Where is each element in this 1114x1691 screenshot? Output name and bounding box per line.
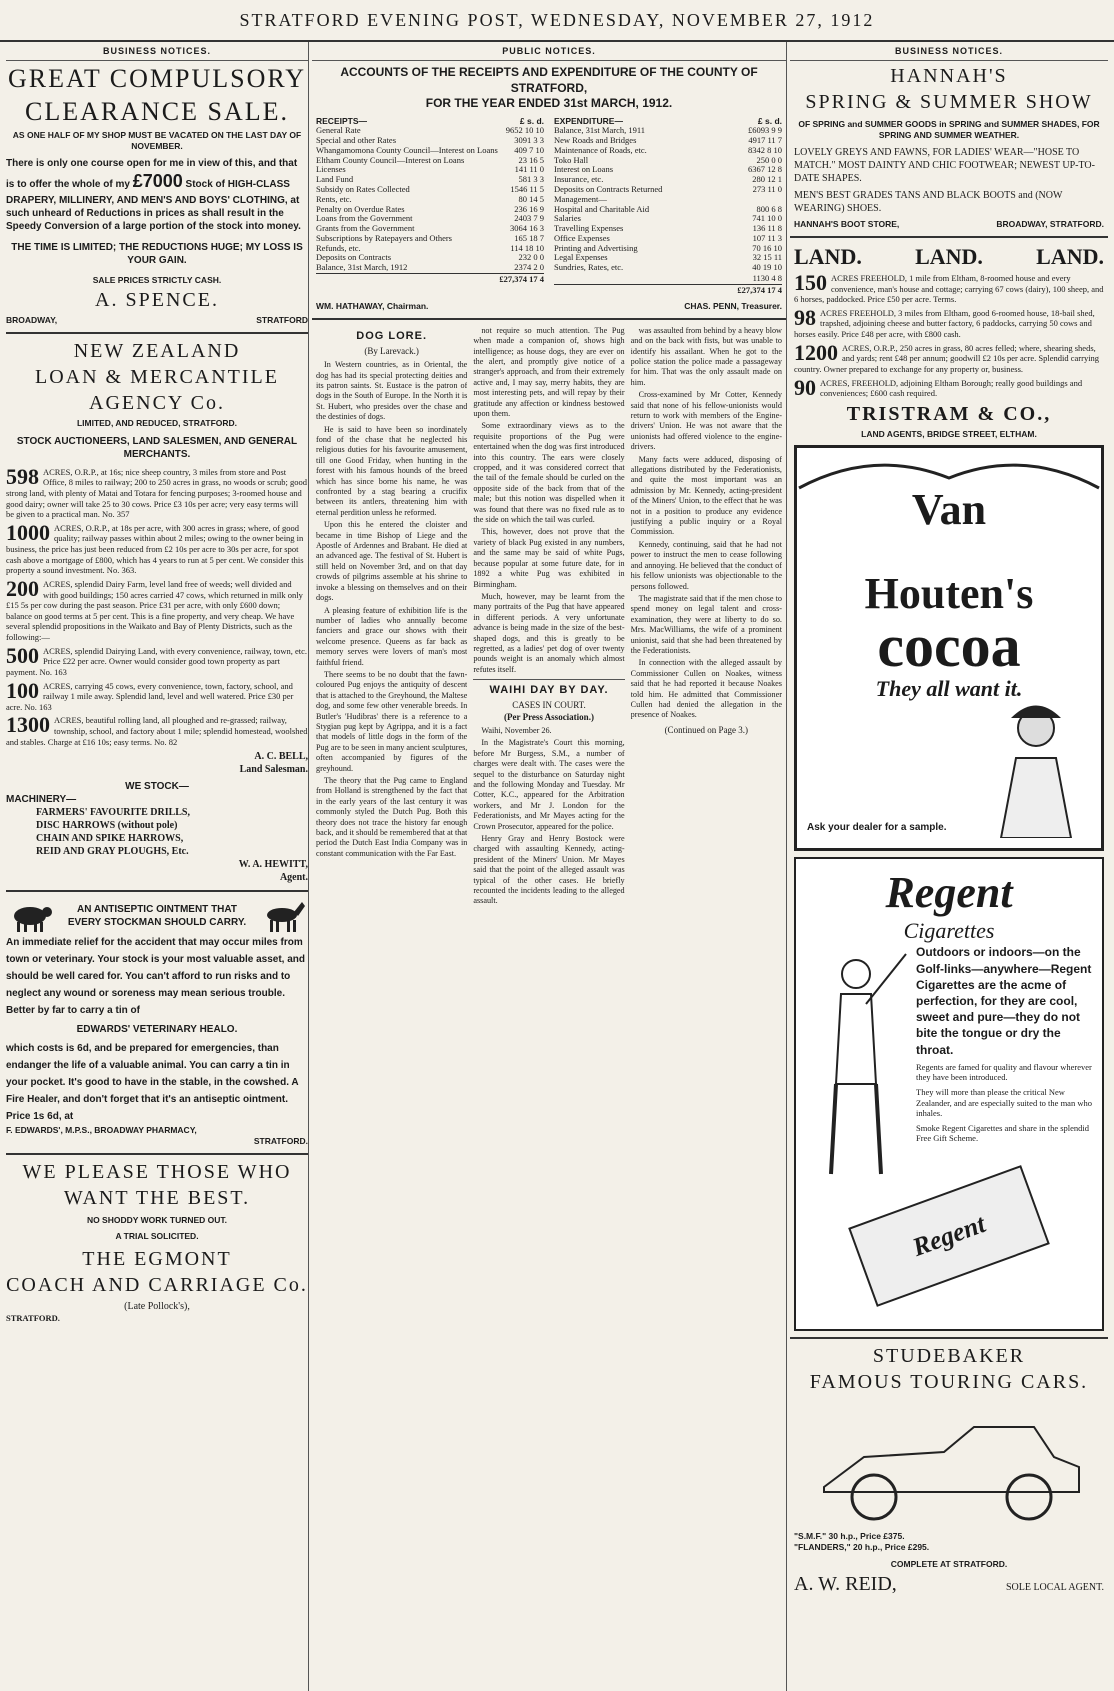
golfer-illustration-icon	[796, 944, 916, 1184]
account-value: 23 16 5	[518, 154, 544, 165]
ad-title: CLEARANCE SALE.	[25, 96, 289, 126]
article-source: (Per Press Association.)	[504, 711, 594, 722]
account-item: Deposits on Contracts Returned	[554, 184, 663, 194]
ad-body: An immediate relief for the accident that may occur miles from town or veterinary. Your stock is your most valuable asset, and should be well cared for. You can't afford to run risks and to neglect any wound or soreness may mean serious trouble. Better by far to carry a tin of	[6, 937, 305, 1017]
column-public-notices	[312, 42, 787, 1691]
management-total: 1130 4 8	[752, 272, 782, 283]
account-item: Travelling Expenses	[554, 223, 624, 234]
ad-name: HANNAH'S	[890, 65, 1008, 87]
ointment-ad	[6, 898, 308, 1146]
article-paragraph: The theory that the Pug came to England from Holland is strengthened by the fact that in the early years of the last century it was commonly styled the Dutch Pug. Both this theory does not trace the history far enough back, and it should be remembered that at that period the Dutch East India Company was in constant communication with the Far East.	[316, 776, 468, 858]
article-paragraph: This, however, does not prove that the variety of black Pug existed in any numbers, and the same may be said of white Pugs, because popular at some future date, for in 1892 a white Pug was exhibited in Birmingham.	[473, 527, 625, 589]
article-subtitle: CASES IN COURT.	[512, 700, 586, 711]
account-value: 2374 2 0	[514, 262, 544, 273]
car-model: "S.M.F." 30 h.p., Price £375.	[794, 1531, 905, 1542]
ad-town: STRATFORD.	[6, 1312, 60, 1323]
ad-product: EDWARDS' VETERINARY HEALO.	[76, 1024, 238, 1036]
ad-title: AGENCY Co.	[89, 392, 225, 415]
account-item: Special and other Rates	[316, 135, 397, 146]
expenditure	[554, 116, 782, 295]
land-item: 500 ACRES, splendid Dairying Land, with every convenience, railway, town, etc. Price £22 per acre. Owner would consider good town property as part payment. No. 163	[6, 645, 308, 677]
expenditure-total: £27,374 17 4	[554, 284, 782, 296]
ad-title: STUDEBAKER	[872, 1345, 1026, 1368]
account-item: Interest on Loans	[554, 164, 614, 175]
account-item: Toko Hall	[554, 154, 589, 165]
account-item: Grants from the Government	[316, 223, 415, 234]
regent-text: They will more than please the critical New Zealander, and are especially suited to the man who inhales.	[916, 1086, 1092, 1119]
article-paragraph: In Western countries, as in Oriental, the dog has had its special protecting deities and its patron saints. St. Eustace is the patron of dogs in the South of Europe. In the North it is St. Hubert, who presides over the chase and the destinies of dogs.	[316, 360, 468, 422]
ad-line: OF SPRING and SUMMER GOODS in SPRING and SUMMER SHADES, FOR SPRING AND SUMMER WEATHER.	[798, 119, 1100, 140]
treasurer: CHAS. PENN, Treasurer.	[684, 301, 782, 312]
machinery-item: REID AND GRAY PLOUGHS, Etc.	[36, 846, 189, 858]
account-value: 141 11 0	[514, 164, 544, 175]
ad-name: A. SPENCE.	[95, 289, 219, 312]
receipts-label: RECEIPTS—	[316, 115, 368, 126]
ad-address: LAND AGENTS, BRIDGE STREET, ELTHAM.	[861, 428, 1037, 439]
account-row	[554, 263, 782, 273]
land-item: 598 ACRES, O.R.P., at 16s; nice sheep country, 3 miles from store and Post Office, 8 miles to railway; 200 to 250 acres in grass, no woods or scrub; good strong land, with plenty of Matai and Totara for fencing purposes; 3-roomed house and good dairy; owner will take 25 to 30 cows. Price £3 10s per acre; very easy terms will be given to a practical man. No. 357	[6, 466, 308, 520]
account-value: 581 3 3	[518, 174, 544, 185]
regent-text: Outdoors or indoors—on the Golf-links—anywhere—Regent Cigarettes are the acme of perfection, for they are cool, sweet and pure—they do not bite the tongue or dry the throat.	[916, 945, 1092, 1057]
expenditure-table	[554, 126, 782, 272]
studebaker-ad	[790, 1345, 1108, 1596]
account-value: 70 16 10	[752, 242, 782, 253]
account-item: Land Fund	[316, 174, 354, 185]
account-value: 800 6 8	[756, 203, 782, 214]
account-value: 40 19 10	[752, 262, 782, 273]
ad-address	[6, 315, 308, 326]
account-item: Loans from the Government	[316, 213, 413, 224]
section-label: PUBLIC NOTICES.	[502, 46, 596, 56]
section-label: BUSINESS NOTICES.	[102, 46, 211, 56]
receipts	[316, 116, 544, 295]
ad-title: GREAT COMPULSORY	[7, 64, 307, 93]
ad-line: LOVELY GREYS AND FAWNS, FOR LADIES' WEAR—"HOSE TO MATCH." MOST DAINTY AND CHIC FOOTWEAR; NEWEST UP-TO-DATE SHAPES.	[794, 147, 1095, 185]
land-item: 98 ACRES FREEHOLD, 3 miles from Eltham, good 6-roomed house, 18-bail shed, trapshed, adjoining cheese and butter factory, 6 paddocks, carrying 50 cows and horses easily. Price £48 per acre, with £800 cash.	[794, 307, 1095, 339]
article-title: DOG LORE.	[356, 329, 428, 342]
ad-town: STRATFORD.	[253, 1135, 308, 1146]
account-item: Balance, 31st March, 1912	[316, 262, 408, 273]
article-paragraph: Kennedy, continuing, said that he had not power to instruct the men to cease following and annoying. He believed that the conduct of his fellow unionists was objectionable to the persons followed.	[630, 539, 782, 591]
account-item: Refunds, etc.	[316, 242, 361, 253]
hannahs-ad	[790, 65, 1108, 230]
article-paragraph: Waihi, November 26.	[481, 725, 552, 735]
account-row	[316, 263, 544, 273]
account-value: 2403 7 9	[514, 213, 544, 224]
account-row	[554, 205, 782, 215]
article-columns	[312, 326, 786, 909]
column-business-notices-right	[790, 42, 1108, 1691]
land-item: 200 ACRES, splendid Dairy Farm, level land free of weeds; well divided and with good buildings; 150 acres carried 47 cows, which returned in milk only £15 5s per cow during the past season. Price £31 per acre, with only £600 down; balance on good terms at 5 per cent. This is a fine property, and very cheap. We have several splendid propositions in the Waikato and Bay of Plenty Districts, such as the following:—	[6, 578, 303, 643]
ornament-icon	[797, 448, 1101, 508]
land-item: 90 ACRES, FREEHOLD, adjoining Eltham Borough; really good buildings and conveniences; £600 cash required.	[794, 377, 1083, 399]
ad-line: AS ONE HALF OF MY SHOP MUST BE VACATED ON THE LAST DAY OF NOVEMBER.	[12, 130, 302, 151]
account-item: Penalty on Overdue Rates	[316, 203, 405, 214]
article-paragraph: In the Magistrate's Court this morning, before Mr Burgess, S.M., a number of charges were dealt with. The cases were the sequel to the disturbance on Saturday night and the following Monday and Tuesday. Mr Cotter, K.C., appeared for the Arbitration workers, and Mr J. London for the Federationists, and Mr Mayes acting for the Crown Prosecutor, appeared for the police.	[473, 738, 625, 831]
section-label: BUSINESS NOTICES.	[894, 46, 1003, 56]
ad-name: COACH AND CARRIAGE Co.	[6, 1273, 308, 1296]
article-paragraph: He is said to have been so inordinately fond of the chase that he neglected his religious duties for his favourite amusement, till one Good Friday, when hunting in the forest with his famous hounds of the breed which has since borne his name, he was confronted by a stag bearing a crucifix between its antlers, threatening him with eternal perdition unless he reformed.	[316, 424, 468, 517]
ad-body	[6, 157, 308, 232]
signer: W. A. HEWITT,	[238, 859, 308, 871]
article-paragraph: A pleasing feature of exhibition life is the number of ladies who annually become fanciers and grace our shows with their welcome presence. Queens as far back as memory serves were lovers of man's most faithful friend.	[316, 605, 468, 667]
cocoa-tagline: They all want it.	[875, 676, 1023, 702]
store-address: BROADWAY, STRATFORD.	[996, 219, 1104, 230]
article-byline: (By Larevack.)	[364, 345, 419, 356]
account-value: 3064 16 3	[510, 223, 544, 234]
account-value: 250 0 0	[756, 154, 782, 165]
land-list	[6, 467, 308, 748]
land-item: 1000 ACRES, O.R.P., at 18s per acre, with 300 acres in grass; where, of good quality; railway passes within about 2 miles; owing to the owner being in business, the price has just been reduced from £2 10s per acre to 30s per acre, for spot cash above a mortgage of £800, which has 4 years to run at 5 per cent. We consider this property a sound investment. No. 363.	[6, 522, 304, 576]
egmont-coach-ad	[6, 1161, 308, 1324]
ad-body: which costs is 6d, and be prepared for emergencies, than endanger the life of a valuable animal. You can carry a tin in your pocket. It's good to have in the stable, in the cowshed. A Fire Healer, and don't forget that it's an antiseptic ointment. Price 1s 6d, at	[6, 1043, 299, 1123]
account-item: Management—	[554, 193, 607, 204]
touring-car-icon	[804, 1397, 1094, 1527]
account-value: 165 18 7	[514, 232, 544, 243]
article-paragraph: The magistrate said that if the men chose to spend money on legal talent and cross-examination, they were at liberty to do so. Mrs. MacWilliams, the wife of a prominent unionist, said that she had been threatened by the Federationists.	[630, 593, 782, 655]
regent-cigarettes-ad	[794, 857, 1104, 1331]
nz-loan-ad	[6, 340, 308, 776]
account-item: Hospital and Charitable Aid	[554, 203, 650, 214]
clearance-sale-ad	[6, 65, 308, 326]
article-dog-lore	[316, 326, 467, 909]
signer-role: Agent.	[279, 872, 308, 884]
ad-line: SALE PRICES STRICTLY CASH.	[92, 274, 222, 285]
ad-title: WANT THE BEST.	[63, 1186, 251, 1209]
continued-note: (Continued on Page 3.)	[664, 724, 749, 735]
article-title: WAIHI DAY BY DAY.	[489, 684, 609, 697]
ad-late: (Late Pollock's),	[124, 1300, 190, 1312]
account-value: 8342 8 10	[748, 144, 782, 155]
ad-agent-role: SOLE LOCAL AGENT.	[1005, 1582, 1104, 1594]
article-paragraph: Many facts were adduced, disposing of allegations distributed by the Federationists, and quite the most important was an admission by Mr. Kennedy, acting-president of the Miners' Union, to the effect that he was not in a position to produce any evidence justifying a public inquiry or a Royal Commission.	[630, 454, 782, 537]
ad-line: There is only one course open for me in view of this, and that is to offer the whole of my	[6, 158, 298, 191]
account-item: Licenses	[316, 164, 346, 175]
account-item: General Rate	[316, 125, 361, 136]
account-value: 1546 11 5	[510, 184, 544, 194]
ad-line: A TRIAL SOLICITED.	[115, 1231, 199, 1242]
account-value: £6093 9 9	[748, 125, 782, 136]
chairman: WM. HATHAWAY, Chairman.	[316, 301, 429, 312]
cocoa-product: cocoa	[877, 613, 1021, 680]
ad-seller: F. EDWARDS', M.P.S., BROADWAY PHARMACY,	[6, 1125, 197, 1136]
signer: A. C. BELL,	[254, 751, 308, 763]
account-item: New Roads and Bridges	[554, 135, 637, 146]
regent-sub: Cigarettes	[903, 918, 995, 944]
account-row	[316, 156, 544, 166]
cocoa-brand: Van	[911, 485, 987, 535]
article-paragraph: In connection with the alleged assault by Commissioner Cullen on Noakes, witness said that he had reported it because Noakes told him. He admitted that Commissioner Cullen had denied the allegation in the presence of Noakes.	[630, 658, 782, 720]
ad-name: THE EGMONT	[82, 1247, 232, 1270]
account-item: Insurance, etc.	[554, 174, 604, 185]
ad-title: FAMOUS TOURING CARS.	[809, 1371, 1089, 1394]
ad-line: THE TIME IS LIMITED; THE REDUCTIONS HUGE; MY LOSS IS YOUR GAIN.	[11, 241, 303, 266]
article-paragraph: Upon this he entered the cloister and became in time Bishop of Liege and the Apostle of Ardennes and Brabant. He died at an advanced age. The festival of St. Hubert is still held on November 3rd, and on that day crowds of pilgrims assemble at his shrine to invoke a blessing on themselves and on their dogs.	[316, 520, 468, 603]
store-name: HANNAH'S BOOT STORE,	[794, 219, 900, 230]
account-item: Sundries, Rates, etc.	[554, 262, 624, 273]
machinery-item: DISC HARROWS (without pole)	[36, 820, 178, 832]
account-item: Eltham County Council—Interest on Loans	[316, 154, 465, 165]
land-item: 100 ACRES, carrying 45 cows, every convenience, town, factory, school, and railway 1 mile away. Splendid land, level and well watered. Price £30 per acre. No. 163	[6, 680, 294, 712]
machinery-item: CHAIN AND SPIKE HARROWS,	[36, 833, 184, 845]
article-paragraph: was assaulted from behind by a heavy blow and on the back with fists, but was unable to identify his assailant. When he got to the police station the police made a passageway for him. That was the only assault made on him.	[630, 325, 782, 387]
ad-place: STRATFORD	[256, 315, 308, 326]
regent-text: Regents are famed for quality and flavour wherever they have been introduced.	[916, 1061, 1092, 1083]
woman-illustration-icon	[981, 698, 1091, 838]
account-item: Printing and Advertising	[554, 242, 638, 253]
account-value: 280 12 1	[752, 174, 782, 185]
ad-title: NEW ZEALAND	[73, 340, 241, 363]
ad-amount: £7000	[132, 171, 183, 192]
account-value: 236 16 9	[514, 203, 544, 214]
ad-title: WE PLEASE THOSE WHO	[22, 1160, 292, 1183]
article-dog-lore-continued	[473, 326, 624, 909]
account-item: Office Expenses	[554, 232, 610, 243]
land-heading: LAND.	[794, 243, 862, 269]
regent-brand: Regent	[885, 868, 1013, 918]
account-item: Balance, 31st March, 1911	[554, 125, 646, 136]
ad-title: SPRING & SUMMER SHOW	[805, 91, 1093, 113]
land-item: 1200 ACRES, O.R.P., 250 acres in grass, 80 acres felled; where, shearing sheds, and yards; rent £48 per annum; goodwill £2 10s per acre. Splendid carrying country. Owner prepared to exchange for any property or, business.	[794, 342, 1100, 374]
account-value: 107 11 3	[752, 232, 782, 243]
account-item: Subsidy on Rates Collected	[316, 184, 410, 194]
ad-role: STOCK AUCTIONEERS, LAND SALESMEN, AND GENERAL MERCHANTS.	[16, 435, 298, 460]
cocoa-ask: Ask your dealer for a sample.	[807, 822, 947, 834]
currency-header: £ s. d.	[519, 115, 544, 126]
account-value: 409 7 10	[514, 144, 544, 155]
ad-heading: MACHINERY—	[6, 794, 77, 806]
account-value: 9652 10 10	[505, 125, 544, 136]
masthead: STRATFORD EVENING POST, WEDNESDAY, NOVEMBER 27, 1912	[0, 0, 1114, 42]
article-paragraph: Cross-examined by Mr Cotter, Kennedy said that none of his fellow-unionists would return to work with members of the Engine-drivers' Union. He was not aware that the unionists had offered violence to the engine-drivers.	[630, 390, 782, 452]
account-value: 3091 3 3	[514, 135, 544, 146]
article-paragraph: Some extraordinary views as to the requisite proportions of the Pug were entertained when the dog was first introduced into this country. The ears were closely cropped, and it was considered correct that the tail of the female should be curled on the opposite side of the back from that of the male; but this notion was dispelled when it was found that there was no fixed rule as to the side on which the tail was curled.	[473, 421, 625, 525]
ad-line: COMPLETE AT STRATFORD.	[890, 1558, 1008, 1569]
article-paragraph: Henry Gray and Henry Bostock were charged with assaulting Kennedy, acting-president of the Miners' Union. Mr Mayes said that the point of the alleged assault was typical of the other cases. He briefly recounted the incidents leading to the alleged assault.	[473, 834, 625, 906]
account-value: 4917 11 7	[748, 135, 782, 146]
account-value: 136 11 8	[752, 223, 782, 234]
horse-icon	[258, 898, 308, 934]
article-paragraph: Much, however, may be learnt from the many portraits of the Pug that have appeared in different periods. A very unfortunate advance is being made in the size of the best-shaped dogs, and this is greatly to be regretted, as a ladies' pet dog of over twenty pounds weight is an anomaly which almost refutes itself.	[473, 591, 625, 674]
machinery-ad	[6, 780, 308, 884]
account-value: 741 10 0	[752, 213, 782, 224]
ad-line: Stock of HIGH-CLASS DRAPERY, MILLINERY, AND MEN'S AND BOYS' CLOTHING, at such unheard of Reductions in prices as shall result in the Speedy Conversion of a large portion of the stock into money.	[6, 179, 301, 232]
cocoa-brand: Houten's	[864, 569, 1034, 619]
account-item: Salaries	[554, 213, 581, 224]
ad-address	[794, 219, 1104, 230]
ad-title: LOAN & MERCANTILE	[35, 366, 279, 389]
article-paragraph: There seems to be no doubt that the fawn-coloured Pug enjoys the antiquity of descent that is attached to the Greyhound, the Maltese dog, and some few other venerable breeds. In Butler's 'Hudibras' there is a reference to a Stygian pug kept by Agrippa, and it is a fact that models of little dogs in the form of the Pug are to be seen in many ancient sculptures, often accompanied by figures of the greyhound.	[316, 669, 468, 773]
account-item: Maintenance of Roads, etc.	[554, 144, 647, 155]
expenditure-label: EXPENDITURE—	[554, 115, 623, 126]
ad-line: NO SHODDY WORK TURNED OUT.	[86, 1214, 228, 1225]
account-item: Legal Expenses	[554, 252, 608, 263]
land-heading: LAND.	[1036, 243, 1104, 269]
accounts-subtitle: FOR THE YEAR ENDED 31st MARCH, 1912.	[425, 96, 673, 111]
account-item: Subscriptions by Ratepayers and Others	[316, 232, 452, 243]
article-paragraph: not require so much attention. The Pug when made a companion of, shows high intelligence; as house dogs, they are ever on the alert, and promptly give notice of a stranger's approach, and from their extremely active and, I may say, merry habits, they are most interesting pets, and will repay by their gratitude any affection or kindness bestowed upon them.	[473, 325, 625, 419]
column-business-notices-left	[6, 42, 309, 1691]
ad-sub: LIMITED, AND REDUCED, STRATFORD.	[76, 418, 238, 429]
account-item: Whangamomona County Council—Interest on Loans	[316, 144, 498, 155]
land-item: 1300 ACRES, beautiful rolling land, all ploughed and re-grassed; railway, township, school, and factory about 1 mile; splendid homestead, woolshed and stables. Charge at £16 10s; easy terms. No. 82	[6, 715, 308, 747]
ad-line: MEN'S BEST GRADES TANS AND BLACK BOOTS and (NOW WEARING) SHOES.	[794, 190, 1063, 215]
ad-title: AN ANTISEPTIC OINTMENT THAT EVERY STOCKMAN SHOULD CARRY.	[67, 904, 247, 929]
ad-agent: A. W. REID,	[794, 1573, 897, 1596]
car-model: "FLANDERS," 20 h.p., Price £295.	[794, 1542, 930, 1552]
regent-pack: Regent	[848, 1165, 1050, 1307]
bull-icon	[6, 898, 56, 934]
account-value: 273 11 0	[752, 184, 782, 194]
land-ad	[790, 244, 1108, 440]
receipts-table	[316, 126, 544, 272]
land-item: 150 ACRES FREEHOLD, 1 mile from Eltham, 8-roomed house and every convenience, man's house and cottage; carrying 67 cows (dairy), 100 sheep, and 6 horses, paddocked. Price £50 per acre. Terms.	[794, 272, 1104, 305]
account-value: 6367 12 8	[748, 164, 782, 175]
land-headings	[794, 244, 1104, 270]
account-value: 80 14 5	[518, 193, 544, 204]
county-accounts	[312, 65, 786, 312]
ad-heading: WE STOCK—	[125, 781, 189, 793]
receipts-total: £27,374 17 4	[316, 273, 544, 285]
account-row	[554, 146, 782, 156]
account-item: Rents, etc.	[316, 193, 352, 204]
van-houtens-cocoa-ad	[794, 445, 1104, 851]
machinery-item: FARMERS' FAVOURITE DRILLS,	[36, 807, 190, 819]
ad-firm: TRISTRAM & CO.,	[846, 402, 1052, 425]
accounts-title: ACCOUNTS OF THE RECEIPTS AND EXPENDITURE OF THE COUNTY OF STRATFORD,	[340, 65, 758, 95]
account-item: Deposits on Contracts	[316, 252, 392, 263]
account-value: 232 0 0	[518, 252, 544, 263]
regent-text: Smoke Regent Cigarettes and share in the splendid Free Gift Scheme.	[916, 1122, 1090, 1144]
currency-header: £ s. d.	[757, 115, 782, 126]
account-value: 114 18 10	[510, 242, 544, 253]
article-waihi-continued	[631, 326, 782, 909]
ad-place: BROADWAY,	[6, 315, 58, 326]
signer-role: Land Salesman.	[239, 764, 308, 776]
account-value: 32 15 11	[752, 252, 782, 263]
land-heading: LAND.	[915, 243, 983, 269]
ointment-header	[6, 898, 308, 934]
